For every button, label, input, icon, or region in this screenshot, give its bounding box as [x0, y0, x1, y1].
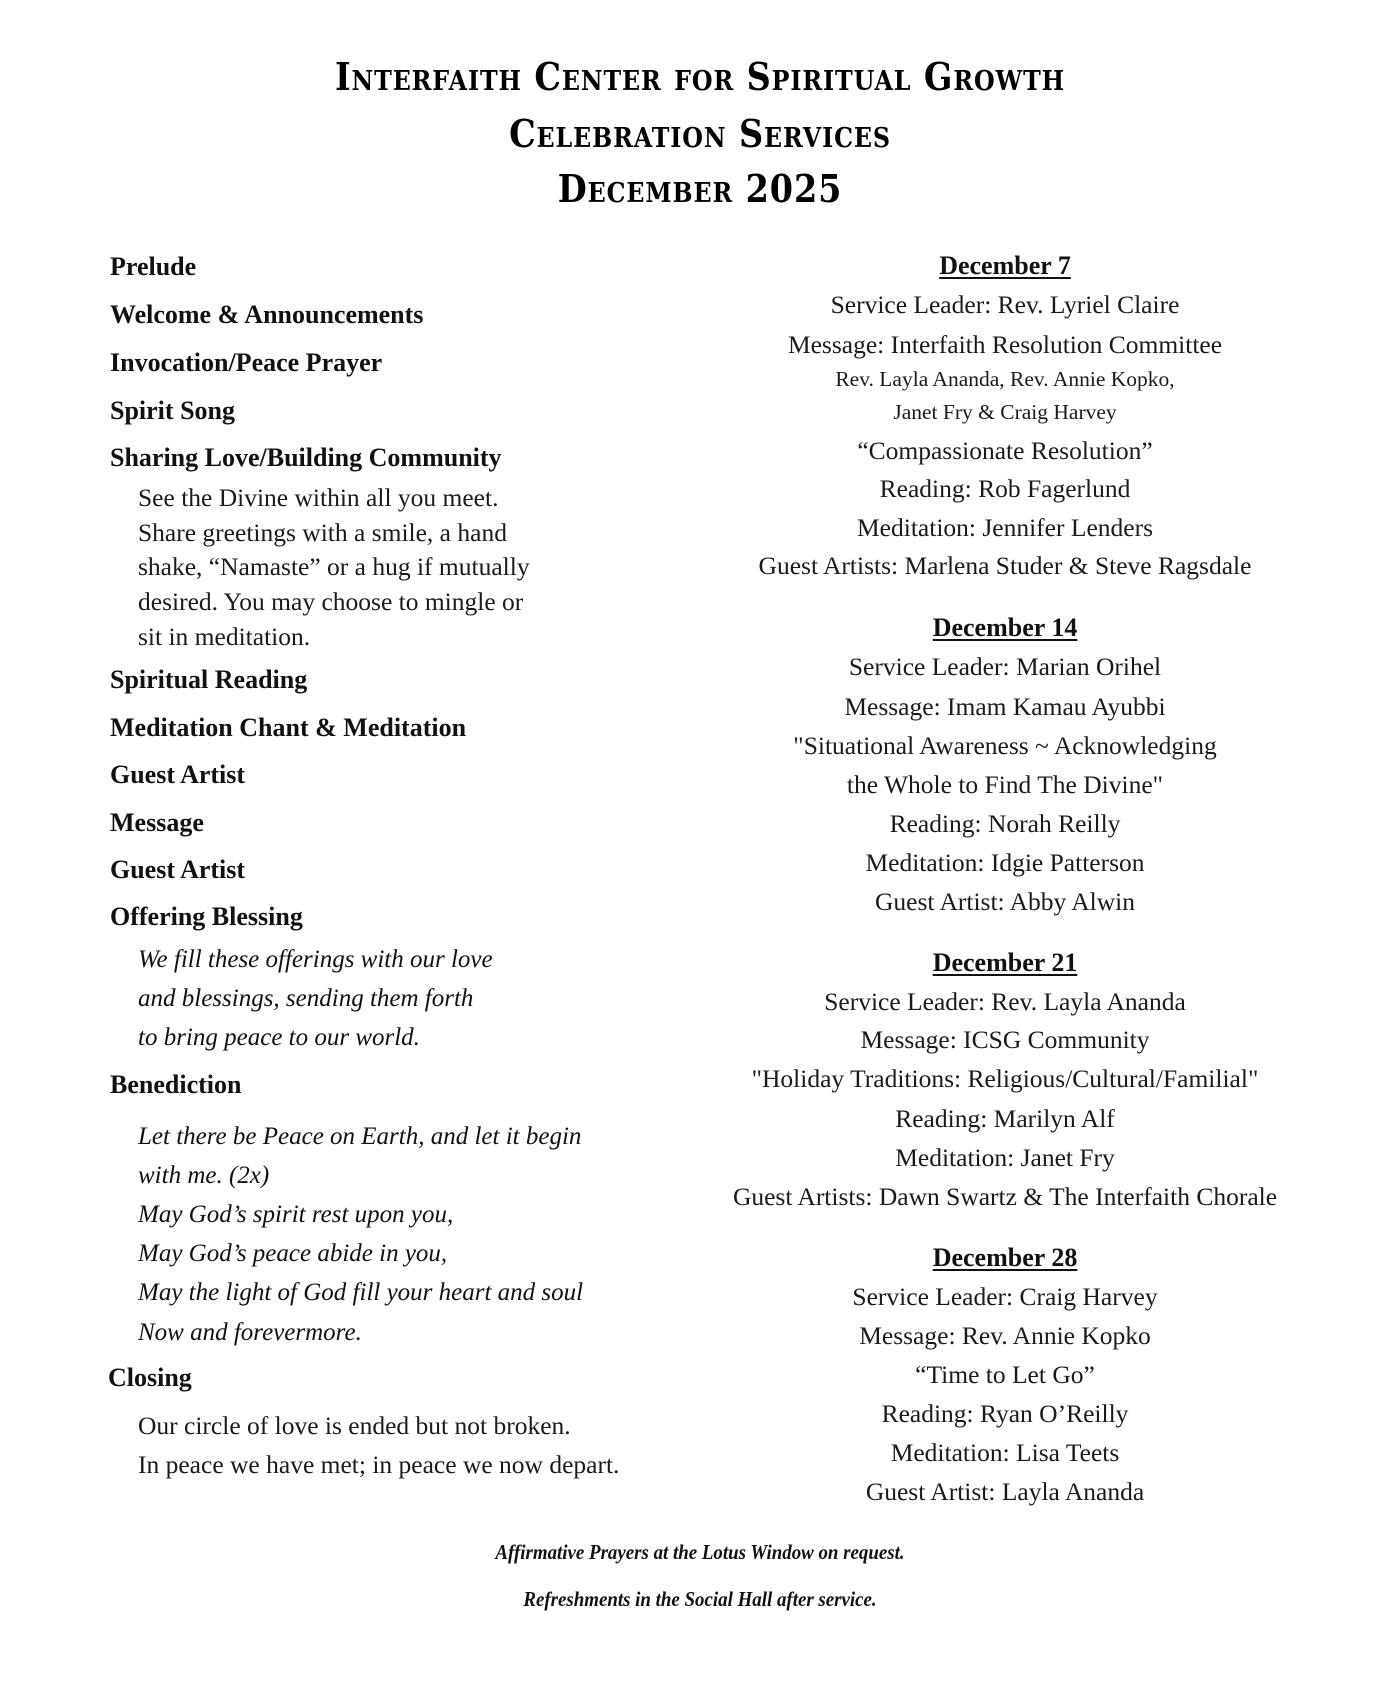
- service-message-title: "Holiday Traditions: Religious/Cultural/Familial": [751, 1064, 1259, 1093]
- item-spirit-song: Spirit Song: [110, 396, 235, 425]
- service-meditation: Meditation: Lisa Teets: [890, 1438, 1120, 1467]
- offering-text-line: and blessings, sending them forth: [138, 985, 474, 1012]
- benediction-text-line: Now and forevermore.: [138, 1319, 362, 1346]
- item-spiritual-reading: Spiritual Reading: [110, 665, 308, 694]
- sharing-text-line: Share greetings with a smile, a hand: [138, 518, 507, 547]
- service-date: December 14: [932, 613, 1078, 642]
- service-reading: Reading: Ryan O’Reilly: [881, 1399, 1129, 1428]
- footer-note-prayers: Affirmative Prayers at the Lotus Window on request.: [495, 1540, 905, 1564]
- service-message: Message: ICSG Community: [860, 1025, 1150, 1054]
- offering-text-line: to bring peace to our world.: [138, 1024, 420, 1051]
- service-reading: Reading: Marilyn Alf: [895, 1104, 1115, 1133]
- service-message-title: "Situational Awareness ~ Acknowledging: [793, 731, 1217, 760]
- page-subtitle: Celebration Services: [509, 111, 891, 156]
- closing-text-line: Our circle of love is ended but not broken.: [138, 1411, 571, 1440]
- service-guest-artists: Guest Artists: Marlena Studer & Steve Ragsdale: [758, 551, 1252, 580]
- benediction-text-line: Let there be Peace on Earth, and let it begin: [138, 1123, 582, 1150]
- sharing-text-line: shake, “Namaste” or a hug if mutually: [138, 552, 530, 581]
- service-meditation: Meditation: Idgie Patterson: [865, 848, 1145, 877]
- benediction-text-line: May the light of God fill your heart and soul: [138, 1279, 584, 1306]
- service-guest-artists: Guest Artists: Dawn Swartz & The Interfaith Chorale: [732, 1182, 1278, 1211]
- closing-text-line: In peace we have met; in peace we now depart.: [138, 1450, 620, 1479]
- item-meditation-chant: Meditation Chant & Meditation: [110, 713, 467, 742]
- item-benediction: Benediction: [110, 1070, 242, 1099]
- service-message-title: “Time to Let Go”: [915, 1360, 1095, 1389]
- service-date: December 7: [939, 251, 1071, 280]
- service-message: Message: Interfaith Resolution Committee: [787, 330, 1223, 359]
- footer-note-refreshments: Refreshments in the Social Hall after service.: [523, 1587, 877, 1611]
- sharing-text-line: See the Divine within all you meet.: [138, 483, 499, 512]
- service-guest-artist: Guest Artist: Layla Ananda: [865, 1477, 1145, 1506]
- item-offering-blessing: Offering Blessing: [110, 902, 303, 931]
- item-invocation: Invocation/Peace Prayer: [110, 348, 383, 377]
- benediction-text-line: with me. (2x): [138, 1162, 270, 1189]
- offering-text-line: We fill these offerings with our love: [138, 946, 493, 973]
- sharing-text-line: sit in meditation.: [138, 622, 311, 651]
- page-title: Interfaith Center for Spiritual Growth: [335, 54, 1065, 99]
- service-meditation: Meditation: Janet Fry: [895, 1143, 1115, 1172]
- service-reading: Reading: Norah Reilly: [889, 809, 1121, 838]
- service-reading: Reading: Rob Fagerlund: [879, 474, 1131, 503]
- page-month: December 2025: [557, 166, 843, 211]
- item-message: Message: [110, 808, 204, 837]
- service-message-members: Rev. Layla Ananda, Rev. Annie Kopko,: [835, 367, 1175, 391]
- item-guest-artist: Guest Artist: [110, 855, 246, 884]
- service-message-title: “Compassionate Resolution”: [857, 436, 1153, 465]
- service-message: Message: Imam Kamau Ayubbi: [844, 692, 1166, 721]
- service-guest-artist: Guest Artist: Abby Alwin: [875, 887, 1135, 916]
- sharing-text-line: desired. You may choose to mingle or: [138, 587, 524, 616]
- benediction-text-line: May God’s peace abide in you,: [138, 1240, 448, 1267]
- service-leader: Service Leader: Rev. Lyriel Claire: [830, 290, 1180, 319]
- benediction-text-line: May God’s spirit rest upon you,: [138, 1201, 454, 1228]
- service-leader: Service Leader: Rev. Layla Ananda: [824, 987, 1186, 1016]
- service-date: December 28: [932, 1243, 1078, 1272]
- service-message-members: Janet Fry & Craig Harvey: [893, 400, 1117, 424]
- item-sharing: Sharing Love/Building Community: [110, 443, 502, 472]
- service-leader: Service Leader: Craig Harvey: [852, 1282, 1158, 1311]
- service-leader: Service Leader: Marian Orihel: [848, 652, 1162, 681]
- item-prelude: Prelude: [110, 252, 197, 281]
- service-message-title: the Whole to Find The Divine": [846, 770, 1164, 799]
- service-date: December 21: [932, 948, 1078, 977]
- item-guest-artist: Guest Artist: [110, 760, 246, 789]
- item-welcome: Welcome & Announcements: [110, 300, 424, 329]
- service-meditation: Meditation: Jennifer Lenders: [857, 513, 1153, 542]
- item-closing: Closing: [108, 1363, 192, 1392]
- service-message: Message: Rev. Annie Kopko: [859, 1321, 1151, 1350]
